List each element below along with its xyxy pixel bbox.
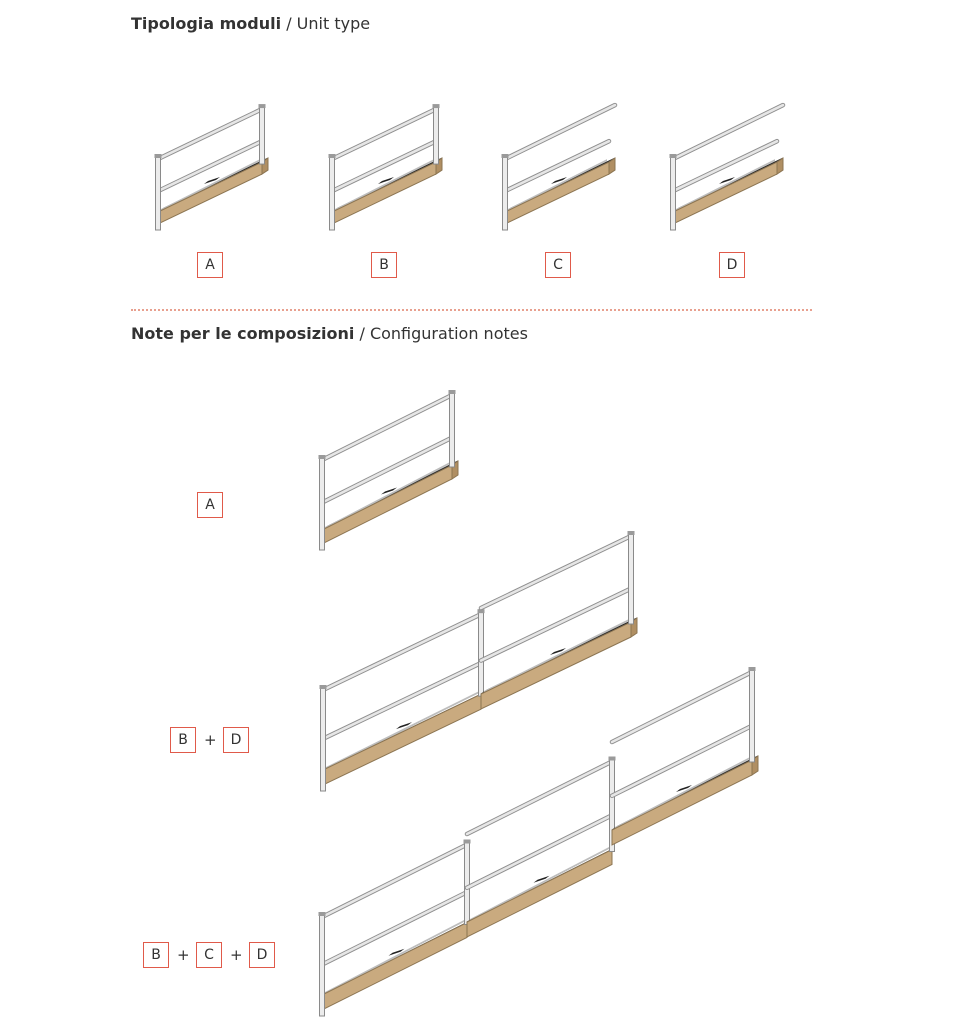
- rail: [323, 663, 481, 739]
- unit-type-heading-separator: /: [281, 14, 297, 33]
- unit-type-heading-bold: Tipologia moduli: [131, 14, 282, 33]
- post-cap: [319, 455, 326, 459]
- post: [320, 458, 325, 550]
- config-1-badge-a: A: [197, 492, 223, 518]
- config-3-plus-2: +: [230, 946, 243, 964]
- post-cap: [319, 912, 326, 916]
- post: [465, 843, 470, 925]
- wood-front: [322, 923, 467, 1011]
- post: [479, 612, 484, 696]
- unit-type-heading-rest: Unit type: [296, 14, 371, 33]
- config-3-badge-c: C: [196, 942, 222, 968]
- post-cap: [609, 757, 616, 761]
- wood-front: [467, 850, 612, 938]
- config-2-badge-d: D: [223, 727, 249, 753]
- wood-front: [322, 465, 452, 544]
- config-b-d-illustration: [320, 531, 638, 791]
- wood-front: [481, 622, 631, 709]
- config-3-badge-d: D: [249, 942, 275, 968]
- rail: [467, 815, 612, 888]
- config-heading-separator: /: [354, 324, 370, 343]
- wood-front: [323, 694, 481, 785]
- rail: [322, 438, 452, 503]
- post: [629, 534, 634, 624]
- unit-d-badge: D: [719, 252, 745, 278]
- rail: [323, 614, 481, 690]
- config-3-badge-b: B: [143, 942, 169, 968]
- post: [450, 393, 455, 467]
- wood-front: [612, 760, 752, 845]
- config-heading-bold: Note per le composizioni: [131, 324, 355, 343]
- post: [750, 670, 755, 762]
- rail: [467, 762, 612, 835]
- post-cap: [320, 685, 327, 689]
- post-cap: [449, 390, 456, 394]
- rail: [322, 845, 467, 918]
- config-2-plus: +: [204, 731, 217, 749]
- unit-a-badge: A: [197, 252, 223, 278]
- config-2-badge-b: B: [170, 727, 196, 753]
- post: [320, 915, 325, 1016]
- config-b-c-d-illustration: [319, 667, 759, 1016]
- post-cap: [464, 840, 471, 844]
- unit-b-badge: B: [371, 252, 397, 278]
- config-heading-rest: Configuration notes: [369, 324, 528, 343]
- post-cap: [749, 667, 756, 671]
- post: [321, 688, 326, 791]
- unit-c-badge: C: [545, 252, 571, 278]
- rail: [322, 395, 452, 460]
- post-cap: [628, 531, 635, 535]
- rail: [612, 672, 752, 742]
- config-a-illustration: [319, 390, 459, 550]
- config-3-plus-1: +: [177, 946, 190, 964]
